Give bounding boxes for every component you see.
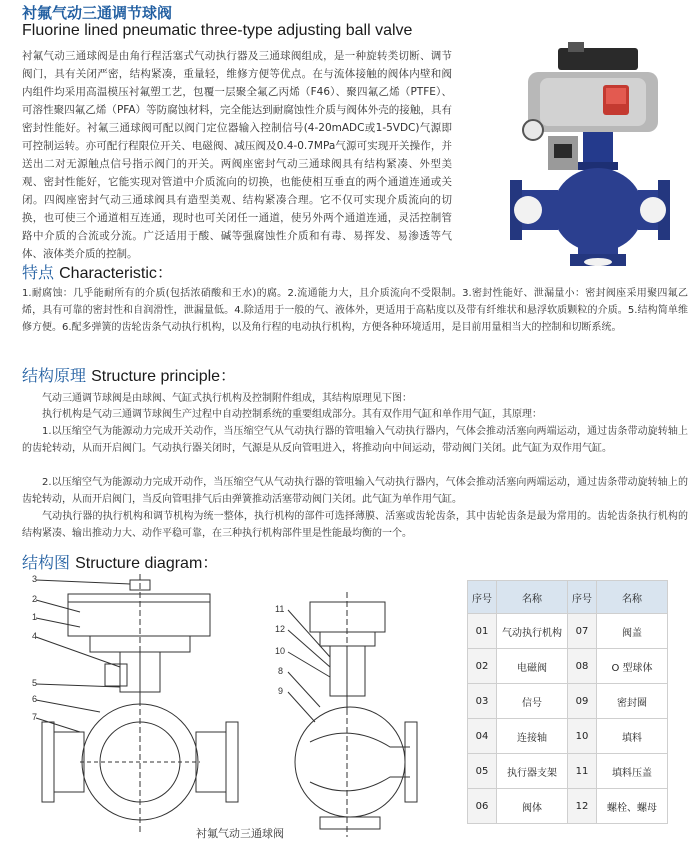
part-name: 信号: [497, 684, 568, 719]
structure-drawing: [20, 572, 460, 842]
label-12: 12: [275, 624, 286, 634]
part-no: 04: [468, 719, 497, 754]
table-row: [468, 649, 668, 684]
part-no: 12: [568, 789, 597, 824]
label-11: 11: [275, 604, 285, 614]
principle-p5: 气动执行器的执行机构和调节机构为统一整体，执行机构的部件可选择薄膜、活塞或齿轮齿条，其中齿轮齿条是最为常用的。齿轮齿条执行机构的结构紧凑、输出推动力大、动作平稳可靠，在三种执行机构部件里是性能最均衡的一个。: [22, 511, 688, 539]
part-no: 10: [568, 719, 597, 754]
part-no: 08: [568, 649, 597, 684]
label-5: 5: [32, 678, 38, 688]
part-name: 螺栓、螺母: [597, 789, 668, 824]
part-name: 阀体: [497, 789, 568, 824]
characteristic-text: 1.耐腐蚀：几乎能耐所有的介质(包括浓硝酸和王水)的腐。2.流通能力大，且介质流向不受限制。3.密封性能好、泄漏量小：密封阀座采用聚四氟乙烯，具有可靠的密封性和自润滑性，泄漏量低。4.除适用于一般的气、液体外，更适用于高粘度以及带有纤维状和悬浮软质颗粒的介质。5.结构简单维修方便。6.配多弹簧的齿轮齿条气动执行机构，以及角行程的电动执行机构，方便各种环境适用，是目前用量相当大的控制和切断系统。: [22, 288, 688, 333]
part-name: 电磁阀: [497, 649, 568, 684]
part-no: 09: [568, 684, 597, 719]
part-name: 阀盖: [597, 614, 668, 649]
diagram-heading-cn: 结构图: [22, 553, 71, 572]
label-8: 8: [278, 666, 284, 676]
principle-heading-cn: 结构原理: [22, 366, 87, 385]
table-row: [468, 754, 668, 789]
part-name: 填料: [597, 719, 668, 754]
diagram-heading-en: Structure diagram：: [75, 555, 219, 572]
header-no-2: 序号: [568, 581, 597, 614]
part-no: 11: [568, 754, 597, 789]
principle-p3: 1.以压缩空气为能源动力完成开关动作，当压缩空气从气动执行器的管咀输入气动执行器内，气体会推动活塞向两端运动，通过齿条带动旋转轴上的齿轮转动，从而开启阀门。气动执行器关闭时，气源是从反向管咀进入，将推动向中间运动，带动阀门关闭。此气缸为双作用气缸。: [22, 426, 688, 454]
part-name: O 型球体: [597, 649, 668, 684]
title-cn: 衬氟气动三通调节球阀: [22, 4, 173, 22]
part-no: 03: [468, 684, 497, 719]
principle-heading: [22, 363, 236, 386]
part-name: 执行器支架: [497, 754, 568, 789]
table-row: [468, 614, 668, 649]
part-name: 填料压盖: [597, 754, 668, 789]
principle-p1: 气动三通调节球阀是由球阀、气缸式执行机构及控制附件组成，其结构原理见下图：: [42, 393, 412, 404]
part-name: 密封圈: [597, 684, 668, 719]
product-image: [488, 40, 688, 270]
table-row: [468, 719, 668, 754]
part-name: 连接轴: [497, 719, 568, 754]
principle-heading-en: Structure principle：: [91, 368, 237, 385]
label-10: 10: [275, 646, 286, 656]
part-no: 07: [568, 614, 597, 649]
principle-p2: 执行机构是气动三通调节球阀生产过程中自动控制系统的重要组成部分。其有双作用气缸和单作用气缸，其原理：: [42, 409, 542, 420]
label-7: 7: [32, 712, 38, 722]
parts-table: [467, 580, 668, 824]
parts-table-header: [468, 581, 668, 614]
diagram-heading: [22, 550, 218, 573]
header-name-2: 名称: [597, 581, 668, 614]
diagram-caption: 衬氟气动三通球阀: [196, 827, 284, 840]
title-en: Fluorine lined pneumatic three-type adjusting ball valve: [22, 22, 413, 39]
label-9: 9: [278, 686, 284, 696]
label-1: 1: [32, 612, 38, 622]
part-no: 01: [468, 614, 497, 649]
table-row: [468, 684, 668, 719]
label-4: 4: [32, 631, 38, 641]
characteristic-heading-cn: 特点: [22, 263, 55, 282]
header-no-1: 序号: [468, 581, 497, 614]
label-6: 6: [32, 694, 38, 704]
principle-p4: 2.以压缩空气为能源动力完成开动作，当压缩空气从气动执行器的管咀输入气动执行器内，气体会推动活塞向两端运动，通过齿条带动旋转轴上的齿轮转动，从而开启阀门，当反向管咀排气后由弹簧推动活塞带动阀门关闭。此气缸为单作用气缸。: [22, 477, 688, 505]
header-name-1: 名称: [497, 581, 568, 614]
label-3: 3: [32, 574, 38, 584]
part-no: 06: [468, 789, 497, 824]
table-row: [468, 789, 668, 824]
part-no: 05: [468, 754, 497, 789]
characteristic-heading-en: Characteristic：: [59, 265, 173, 282]
label-2: 2: [32, 594, 38, 604]
characteristic-heading: [22, 260, 173, 283]
part-no: 02: [468, 649, 497, 684]
part-name: 气动执行机构: [497, 614, 568, 649]
intro-text: 衬氟气动三通球阀是由角行程活塞式气动执行器及三通球阀组成，是一种旋转类切断、调节阀门，具有关闭严密，结构紧凑，重量轻，维修方便等优点。在与流体接触的阀体内壁和阀内组件均采用高温模压衬氟塑工艺，包覆一层聚全氟乙丙烯（F46）、聚四氟乙烯（PTFE）、可溶性聚四氟乙烯（PFA）等防腐蚀材料，完全能达到耐腐蚀性介质与阀体外壳的接触，具有密封性能好。衬氟三通球阀可配以阀门定位器输入控制信号(4-20mADC或1-5VDC)气源即可控制运转。亦可配行程限位开关、电磁阀、减压阀及0.4-0.7MPa气源可实现开关操作，并送出二对无源触点信号指示阀门的开关。两阀座密封气动三通球阀具有结构紧凑、外型美观、密封性能好，它能实现对管道中介质流向的切换，也能使相互垂直的两个通道连通或关闭。四阀座密封气动三通球阀具有造型美观、结构紧凑合理。它不仅可实现介质流向的切换，也可使三个通道相互连通，现时也可关闭任一通道，使另外两个通道连通，灵活控制管路中介质的合流或分流。广泛适用于酸、碱等强腐蚀性介质和有毒、易挥发、易渗透等气体、液体类介质的控制。: [22, 50, 452, 260]
